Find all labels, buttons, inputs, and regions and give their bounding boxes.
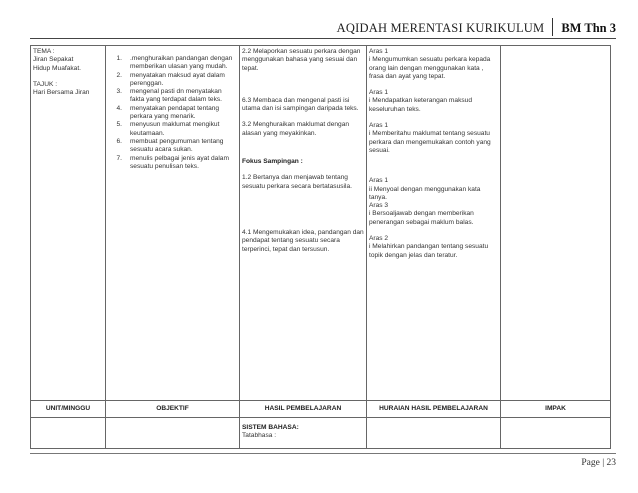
list-item: Aras 1 ii Menyoal dengan menggunakan kata tanya. (369, 177, 481, 201)
footer-rule (30, 453, 616, 454)
list-item: 4. menyatakan pendapat tentang perkara yang menarik. (116, 104, 220, 121)
list-item: Aras 1 i Mengumumkan sesuatu perkara kepada orang lain dengan menggunakan kata , frasa dan ayat yang tepat. (369, 48, 491, 80)
fokus-label: Fokus Sampingan : (242, 158, 303, 166)
tema-line: Jiran Sepakat (33, 56, 74, 64)
list-item: Aras 2 i Melahirkan pandangan tentang sesuatu topik dengan jelas dan teratur. (369, 235, 489, 259)
table-row (31, 418, 611, 449)
page-number: Page | 23 (581, 458, 616, 468)
hasil-item: 1.2 Bertanya dan menjawab tentang sesuatu perkara secara bertatasusila. (242, 174, 352, 190)
tema-label: TEMA : (33, 48, 55, 55)
column-header: HASIL PEMBELAJARAN (240, 401, 367, 418)
document-title: AQIDAH MERENTASI KURIKULUM (336, 21, 545, 35)
column-header-row (31, 401, 611, 418)
column-header: UNIT/MINGGU (31, 401, 106, 418)
hasil-item: 4.1 Mengemukakan idea, pandangan dan pendapat tentang sesuatu secara terperinci, tepat dan tersusun. (242, 228, 364, 253)
page-header (337, 14, 616, 36)
header-separator (552, 18, 553, 36)
list-item: 3. mengenal pasti dn menyatakan fakta yang terdapat dalam teks. (116, 88, 223, 104)
impak-cell (501, 46, 611, 401)
tajuk-label: TAJUK : (33, 80, 58, 88)
tema-line: Hidup Muafakat. (33, 64, 82, 72)
hasil-item: 2.2 Melaporkan sesuatu perkara dengan menggunakan bahasa yang sesuai dan tepat. (242, 48, 361, 72)
column-header: HURAIAN HASIL PEMBELAJARAN (367, 401, 501, 418)
list-item: 6. membuat pengumuman tentang sesuatu acara sukan. (116, 137, 224, 154)
unit-cell (31, 46, 106, 401)
table-row (31, 46, 611, 401)
column-header: OBJEKTIF (106, 401, 240, 418)
sistem-sub: Tatabhasa : (242, 432, 277, 440)
list-item: 7. menulis pelbagai jenis ayat dalam sesuatu penulisan teks. (116, 154, 229, 170)
lesson-table (30, 45, 611, 449)
objektif-list (108, 55, 237, 171)
list-item: 2. menyatakan maksud ayat dalam perenggan. (116, 71, 225, 87)
list-item: 1. .menghuraikan pandangan dengan memberikan ulasan yang mudah. (116, 55, 233, 71)
list-item: Aras 1 i Memberitahu maklumat tentang sesuatu perkara dan mengemukakan contoh yang sesuai. (369, 122, 491, 154)
tajuk-value: Hari Bersama Jiran (33, 89, 90, 97)
subject-label: BM Thn 3 (561, 21, 616, 35)
objektif-cell (106, 46, 240, 401)
sistem-cell (240, 418, 367, 449)
list-item: 5. menyusun maklumat mengikut keutamaan. (116, 121, 220, 137)
list-item: Aras 3 i Bersoaljawab dengan memberikan penerangan sebagai maklum balas. (369, 202, 474, 226)
hasil-cell (240, 46, 367, 401)
header-rule (30, 38, 616, 39)
hasil-item: 3.2 Menghuraikan maklumat dengan alasan yang meyakinkan. (242, 121, 350, 137)
column-header: IMPAK (501, 401, 611, 418)
list-item: Aras 1 i Mendapatkan keterangan maksud keseluruhan teks. (369, 89, 473, 113)
hasil-item: 6.3 Membaca dan mengenal pasti isi utama dan isi sampingan daripada teks. (242, 96, 359, 113)
huraian-cell (367, 46, 501, 401)
sistem-label: SISTEM BAHASA: (242, 424, 299, 431)
